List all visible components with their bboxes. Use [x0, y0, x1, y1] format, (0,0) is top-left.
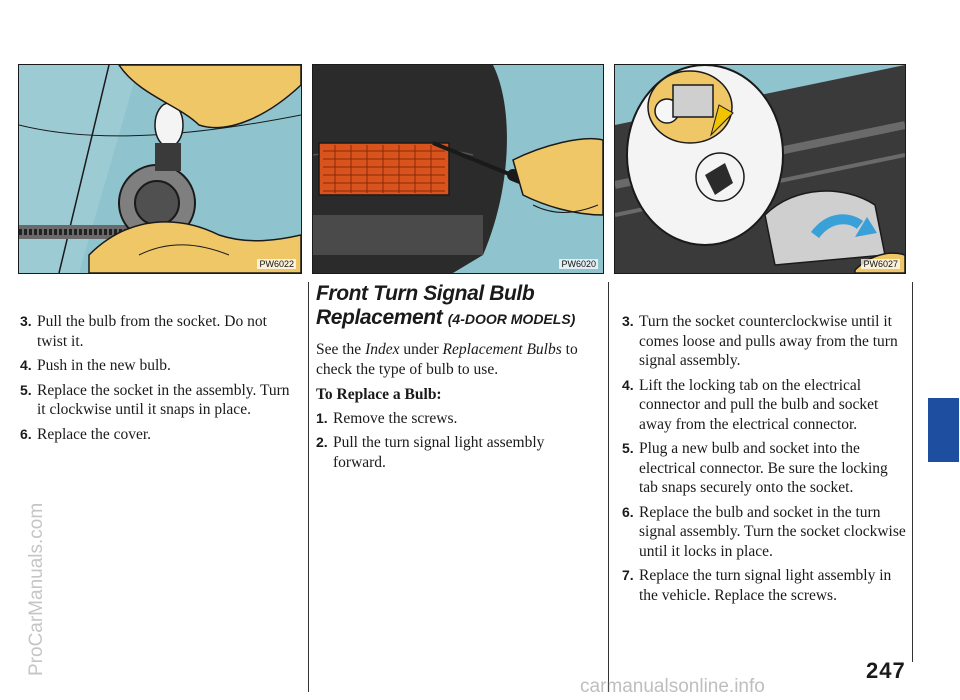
- step-text: Lift the locking tab on the electrical connector and pull the bulb and socket away from the electrical connector.: [639, 376, 879, 433]
- step-text: Pull the bulb from the socket. Do not twist it.: [37, 313, 267, 350]
- page-number: 247: [866, 658, 906, 683]
- left-column: [20, 312, 300, 449]
- step-text: Replace the cover.: [37, 425, 152, 443]
- column-rule-left: [308, 282, 309, 692]
- intro-replacement: Replacement Bulbs: [442, 341, 562, 358]
- step-number: 5.: [622, 440, 634, 456]
- list-item: [622, 439, 906, 498]
- figure-bulb-removal: [18, 64, 302, 274]
- step-number: 6.: [20, 425, 32, 442]
- intro-index: Index: [365, 341, 400, 358]
- middle-column: [316, 282, 598, 477]
- step-text: Pull the turn signal light assembly forward.: [333, 434, 545, 471]
- list-item: [20, 356, 300, 376]
- figure-screwdriver-lamp: [312, 64, 604, 274]
- column-rule-right: [608, 282, 609, 692]
- section-heading: [316, 282, 598, 331]
- step-number: 4.: [622, 376, 634, 393]
- step-text: Turn the socket counterclockwise until it comes loose and pulls away from the turn signal assembly.: [639, 313, 898, 369]
- subheading: To Replace a Bulb:: [316, 386, 442, 403]
- section-tab: [928, 398, 959, 462]
- list-item: [20, 381, 300, 420]
- intro-paragraph: [316, 340, 598, 379]
- middle-steps-list: [316, 409, 598, 473]
- bulb-removal-illustration-icon: [19, 65, 301, 273]
- list-item: [622, 312, 906, 371]
- right-column: [622, 312, 906, 610]
- step-number: 4.: [20, 357, 32, 373]
- list-item: [316, 433, 598, 472]
- list-item: [622, 503, 906, 562]
- step-number: 7.: [622, 567, 634, 583]
- list-item: [316, 409, 598, 429]
- left-steps-list: [20, 312, 300, 444]
- intro-text: See the: [316, 341, 366, 358]
- list-item: [20, 312, 300, 351]
- step-text: Push in the new bulb.: [37, 357, 171, 374]
- figure-code: PW6020: [561, 259, 596, 269]
- step-text: Replace the turn signal light assembly in the vehicle. Replace the screws.: [639, 567, 892, 604]
- watermark-bottom: carmanualsonline.info: [580, 676, 765, 697]
- heading-models: (4-DOOR MODELS): [447, 311, 576, 327]
- list-item: [20, 425, 300, 445]
- figure-code: PW6022: [259, 259, 294, 269]
- socket-connector-illustration-icon: [615, 65, 905, 273]
- step-number: 2.: [316, 434, 328, 450]
- figure-code: PW6027: [863, 259, 898, 269]
- step-number: 3.: [622, 313, 634, 329]
- step-text: Plug a new bulb and socket into the electrical connector. Be sure the locking tab snaps securely onto the socket.: [639, 440, 888, 496]
- step-number: 5.: [20, 381, 32, 398]
- step-number: 6.: [622, 503, 634, 520]
- list-item: [622, 376, 906, 435]
- step-text: Replace the bulb and socket in the turn signal assembly. Turn the socket clockwise until it locks in place.: [639, 503, 906, 560]
- step-number: 3.: [20, 313, 32, 329]
- list-item: [622, 566, 906, 605]
- column-rule-edge: [912, 282, 913, 662]
- figure-socket-connector: [614, 64, 906, 274]
- watermark-side: ProCarManuals.com: [26, 502, 47, 676]
- intro-text: under: [399, 341, 443, 358]
- step-number: 1.: [316, 409, 328, 426]
- step-text: Replace the socket in the assembly. Turn it clockwise until it snaps in place.: [37, 381, 290, 418]
- intro-text: to check the type of bulb to use.: [316, 341, 578, 378]
- screwdriver-lamp-illustration-icon: [313, 65, 603, 273]
- right-steps-list: [622, 312, 906, 605]
- heading-main: Front Turn Signal Bulb Replacement: [316, 282, 535, 329]
- step-text: Remove the screws.: [333, 409, 458, 427]
